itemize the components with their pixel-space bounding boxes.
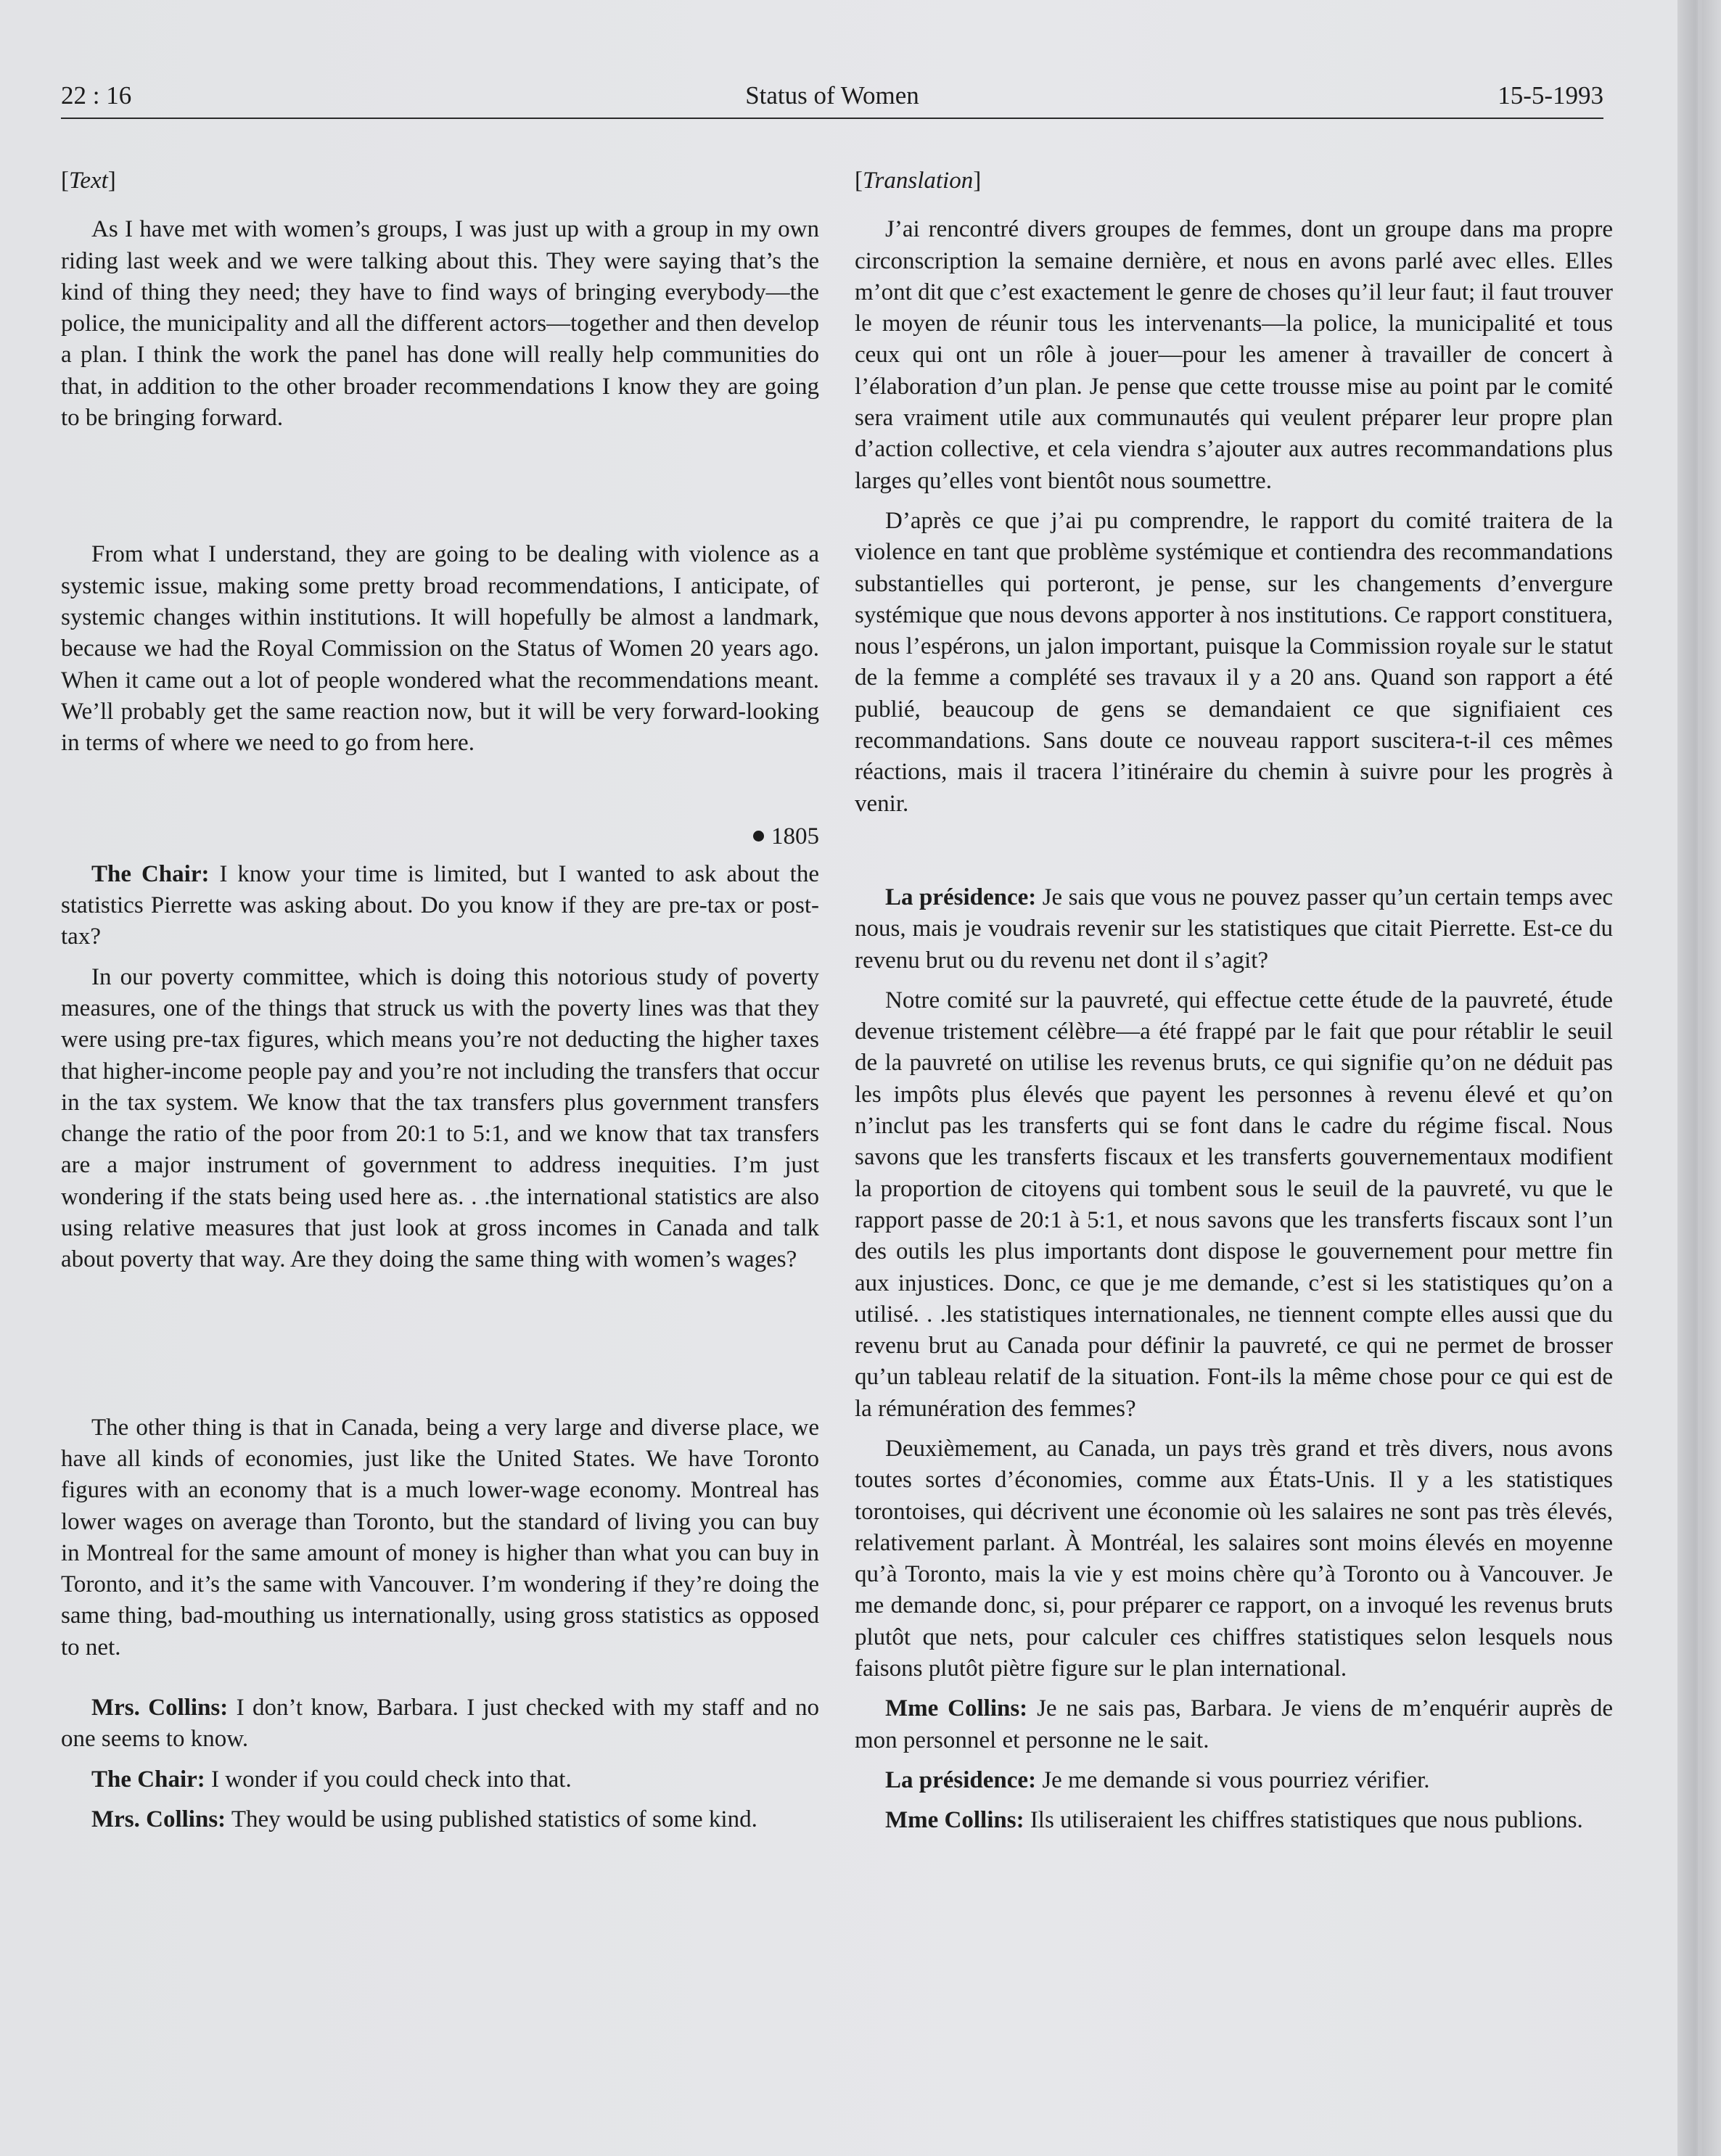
page-edge-line (1698, 0, 1702, 2156)
paragraph: From what I understand, they are going to be dealing with violence as a systemic issue, making some pretty broad recommendations, I anticipate, of systemic changes within institutions. It will hopefully be almost a landmark, because we had the Royal Commission on the Status of Women 20 years ago. When it came out a lot of people wondered what the recommendations meant. We’ll probably get the same reaction now, but it will be very forward-looking in terms of where we need to go from here. (61, 541, 819, 757)
speaker-turn: Mrs. Collins: They would be using published statistics of some kind. (91, 1806, 757, 1832)
english-column (61, 165, 819, 1835)
speaker-turn: The Chair: I wonder if you could check into that. (91, 1766, 572, 1793)
bullet-icon (753, 831, 764, 842)
header-rule (61, 118, 1603, 119)
french-column (855, 165, 1613, 1837)
speaker-turn: Mrs. Collins: I don’t know, Barbara. I just checked with my staff and no one seems to know. (61, 1694, 819, 1753)
session-date: 15-5-1993 (1498, 81, 1603, 110)
speaker-name: La présidence: (885, 884, 1037, 910)
column-tag: [Text] (61, 168, 116, 194)
timestamp: 1805 (61, 821, 819, 852)
speaker-name: The Chair: (91, 860, 210, 887)
speaker-turn: La présidence: Je sais que vous ne pouvez passer qu’un certain temps avec nous, mais je voudrais revenir sur les statistiques que citait Pierrette. Est-ce du revenu brut ou du revenu net dont il s’agit? (855, 884, 1614, 974)
paragraph: D’après ce que j’ai pu comprendre, le rapport du comité traitera de la violence en tant que problème systémique et contiendra des recommandations substantielles qui porteront, je pense, sur les changements d’envergure systémique que nous devons apporter à nos institutions. Ce rapport constituera, nous l’espérons, un jalon important, puisque la Commission royale sur le statut de la femme a complété ses travaux il y a 20 ans. Quand son rapport a été publié, beaucoup de gens se demandaient ce que signifiaient ces recommandations. Sans doute ce nouveau rapport suscitera-t-il ces mêmes réactions, mais il tracera l’itinéraire du chemin à suivre pour les progrès à venir. (855, 507, 1613, 817)
page-number: 22 : 16 (61, 81, 132, 110)
speaker-name: Mrs. Collins: (91, 1806, 226, 1832)
paragraph: In our poverty committee, which is doing this notorious study of poverty measures, one of the things that struck us with the poverty lines was that they were using pre-tax figures, which means you’re not deducting the higher taxes that higher-income people pay and you’re not including the transfers that occur in the tax system. We know that the tax transfers plus government transfers change the ratio of the poor from 20:1 to 5:1, and we know that tax transfers are a major instrument of government to address inequities. I’m just wondering if the stats being used here as. . .the international statistics are also using relative measures that just look at gross incomes in Canada and talk about poverty that way. Are they doing the same thing with women’s wages? (61, 963, 819, 1273)
speaker-name: The Chair: (91, 1766, 205, 1793)
paragraph: J’ai rencontré divers groupes de femmes, dont un groupe dans ma propre circonscription la semaine dernière, et nous en avons parlé avec elles. Elles m’ont dit que c’est exactement le genre de choses qu’il leur faut; il faut trouver le moyen de réunir tous les intervenants—la police, la municipalité et tous ceux qui ont un rôle à jouer—pour les amener à travailler de concert à l’élaboration d’un plan. Je pense que cette trousse mise au point par le comité sera vraiment utile aux communautés qui veulent préparer leur propre plan d’action collective, et cela viendra s’ajouter aux autres recommandations plus larges qu’elles vont bientôt nous soumettre. (855, 216, 1613, 494)
speaker-name: Mrs. Collins: (91, 1694, 229, 1721)
speaker-name: Mme Collins: (885, 1807, 1024, 1834)
speaker-turn: The Chair: I know your time is limited, but I wanted to ask about the statistics Pierrette was asking about. Do you know if they are pre-tax or post-tax? (61, 860, 820, 950)
page-header (61, 75, 1603, 119)
paragraph: As I have met with women’s groups, I was just up with a group in my own riding last week and we were talking about this. They were saying that’s the kind of thing they need; they have to find ways of bringing everybody—the police, the municipality and all the different actors—together and then develop a plan. I think the work the panel has done will really help communities do that, in addition to the other broader recommendations I know they are going to be bringing forward. (61, 216, 819, 432)
speaker-name: La présidence: (885, 1766, 1037, 1793)
paragraph: Deuxièmement, au Canada, un pays très grand et très divers, nous avons toutes sortes d’économies, comme aux États-Unis. Il y a les statistiques torontoises, qui décrivent une économie où les salaires ne sont pas très élevés, relativement parlant. À Montréal, les salaires sont moins élevés en moyenne qu’à Toronto, mais la vie y est moins chère qu’à Toronto ou à Vancouver. Je me demande donc, si, pour préparer ce rapport, on a invoqué les revenus bruts plutôt que nets, pour calculer ces chiffres statistiques selon lesquels nous faisons plutôt piètre figure sur le plan international. (855, 1435, 1613, 1682)
paragraph: Notre comité sur la pauvreté, qui effectue cette étude de la pauvreté, étude devenue tristement célèbre—a été frappé par le fait que pour rétablir le seuil de la pauvreté on utilise les revenus bruts, ce qui signifie qu’on ne déduit pas les impôts plus élevés que payent les personnes à revenu élevé et qu’on n’inclut pas les transferts qui se font dans le cadre du régime fiscal. Nous savons que les transferts fiscaux et les transferts gouvernementaux modifient la proportion de citoyens qui tombent sous le seuil de la pauvreté, vu que le rapport passe de 20:1 à 5:1, et nous savons que les transferts fiscaux sont l’un des outils les plus importants dont dispose le gouvernement pour mettre fin aux injustices. Donc, ce que je me demande, c’est si les statistiques qu’on a utilisé. . .les statistiques internationales, ne tiennent compte elles aussi que du revenu brut au Canada pour définir la pauvreté, ce qui ne permet de brosser qu’un tableau relatif de la situation. Font-ils la même chose pour ce qui est de la rémunération des femmes? (855, 987, 1613, 1422)
column-tag: [Translation] (855, 168, 982, 194)
speaker-name: Mme Collins: (885, 1695, 1028, 1722)
speaker-turn: Mme Collins: Ils utiliseraient les chiffres statistiques que nous publions. (885, 1807, 1583, 1834)
speaker-turn: La présidence: Je me demande si vous pourriez vérifier. (885, 1766, 1430, 1793)
committee-title: Status of Women (745, 81, 919, 110)
paragraph: The other thing is that in Canada, being a very large and diverse place, we have all kinds of economies, just like the United States. We have Toronto figures with an economy that is a much lower-wage economy. Montreal has lower wages on average than Toronto, but the standard of living you can buy in Montreal for the same amount of money is higher than what you can buy in Toronto, and it’s the same with Vancouver. I’m wondering if they’re doing the same thing, bad-mouthing us internationally, using gross statistics as opposed to net. (61, 1414, 819, 1661)
speaker-turn: Mme Collins: Je ne sais pas, Barbara. Je viens de m’enquérir auprès de mon personnel et personne ne le sait. (855, 1695, 1613, 1753)
